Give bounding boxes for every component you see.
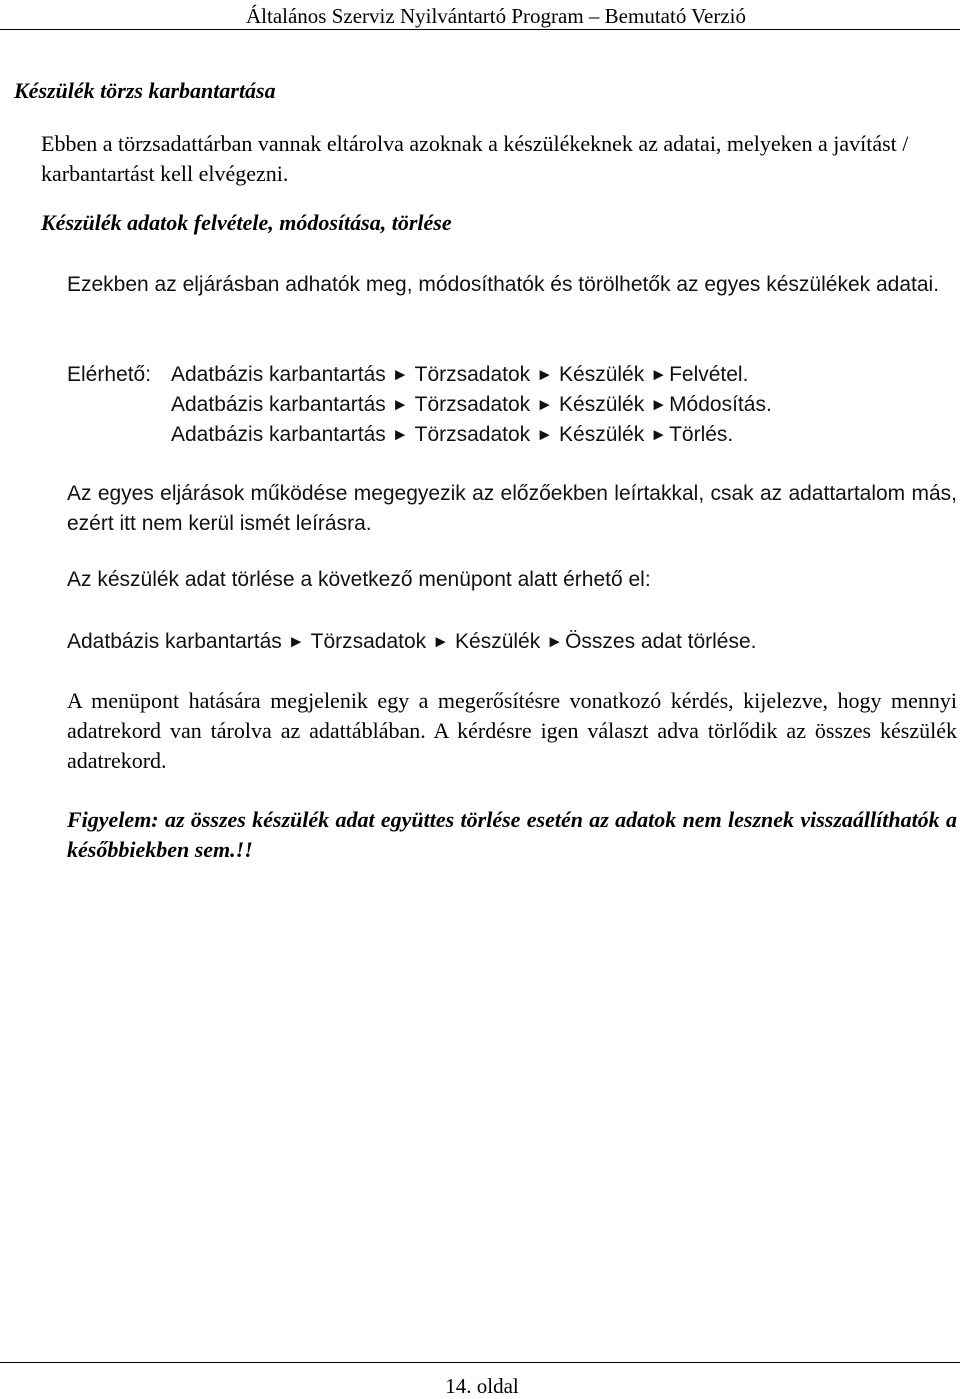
page-header xyxy=(0,0,960,30)
path-item: Törlés. xyxy=(669,423,734,446)
path-item: Adatbázis karbantartás xyxy=(171,393,386,416)
path-item: Törzsadatok xyxy=(414,423,531,446)
arrow-right-icon: ► xyxy=(536,425,554,444)
path-item: Adatbázis karbantartás xyxy=(67,630,282,653)
section-title: Készülék törzs karbantartása xyxy=(14,78,276,103)
arrow-right-icon: ► xyxy=(546,632,564,651)
warning-text: Figyelem: az összes készülék adat együttes törlése esetén az adatok nem lesznek visszaállíthatók a későbbiekben sem.!! xyxy=(67,807,957,862)
path-item: Felvétel. xyxy=(669,363,749,386)
delete-all-intro: Az készülék adat törlése a következő menüpont alatt érhető el: xyxy=(67,568,651,591)
path-item: Törzsadatok xyxy=(310,630,427,653)
page-number: 14. oldal xyxy=(445,1374,519,1398)
subsection-description: Ezekben az eljárásban adhatók meg, módosíthatók és törölhetők az egyes készülékek adatai. xyxy=(67,273,940,296)
menu-path-modify xyxy=(171,390,772,421)
path-item: Készülék xyxy=(559,423,645,446)
arrow-right-icon: ► xyxy=(391,365,409,384)
footer-divider xyxy=(0,1362,960,1363)
section-intro: Ebben a törzsadattárban vannak eltárolva azoknak a készülékeknek az adatai, melyeken a javítást / karbantartást kell elvégezni. xyxy=(41,131,909,186)
confirm-description: A menüpont hatására megjelenik egy a megerősítésre vonatkozó kérdés, kijelezve, hogy mennyi adatrekord van tárolva az adattáblában. A kérdésre igen választ adva törlődik az összes készülék adatrekord. xyxy=(67,688,957,773)
arrow-right-icon: ► xyxy=(391,395,409,414)
path-item: Készülék xyxy=(455,630,541,653)
path-item: Törzsadatok xyxy=(414,393,531,416)
access-label: Elérhető: xyxy=(67,363,152,386)
arrow-right-icon: ► xyxy=(287,632,305,651)
menu-path-delete-all xyxy=(67,627,756,658)
arrow-right-icon: ► xyxy=(391,425,409,444)
header-title: Általános Szerviz Nyilvántartó Program – Bemutató Verzió xyxy=(246,4,746,28)
arrow-right-icon: ► xyxy=(432,632,450,651)
subsection-title: Készülék adatok felvétele, módosítása, törlése xyxy=(41,210,452,235)
path-item: Adatbázis karbantartás xyxy=(171,423,386,446)
menu-path-delete xyxy=(171,420,733,451)
path-item: Adatbázis karbantartás xyxy=(171,363,386,386)
menu-path-add xyxy=(67,360,748,391)
page-footer xyxy=(0,1362,960,1396)
path-item: Készülék xyxy=(559,393,645,416)
arrow-right-icon: ► xyxy=(650,365,668,384)
path-item: Készülék xyxy=(559,363,645,386)
path-item: Módosítás. xyxy=(669,393,772,416)
header-divider xyxy=(0,29,960,30)
path-item: Összes adat törlése. xyxy=(565,630,757,653)
procedure-note: Az egyes eljárások működése megegyezik az előzőekben leírtakkal, csak az adattartalom más, ezért itt nem kerül ismét leírásra. xyxy=(67,482,957,535)
arrow-right-icon: ► xyxy=(650,395,668,414)
arrow-right-icon: ► xyxy=(650,425,668,444)
arrow-right-icon: ► xyxy=(536,365,554,384)
arrow-right-icon: ► xyxy=(536,395,554,414)
path-item: Törzsadatok xyxy=(414,363,531,386)
